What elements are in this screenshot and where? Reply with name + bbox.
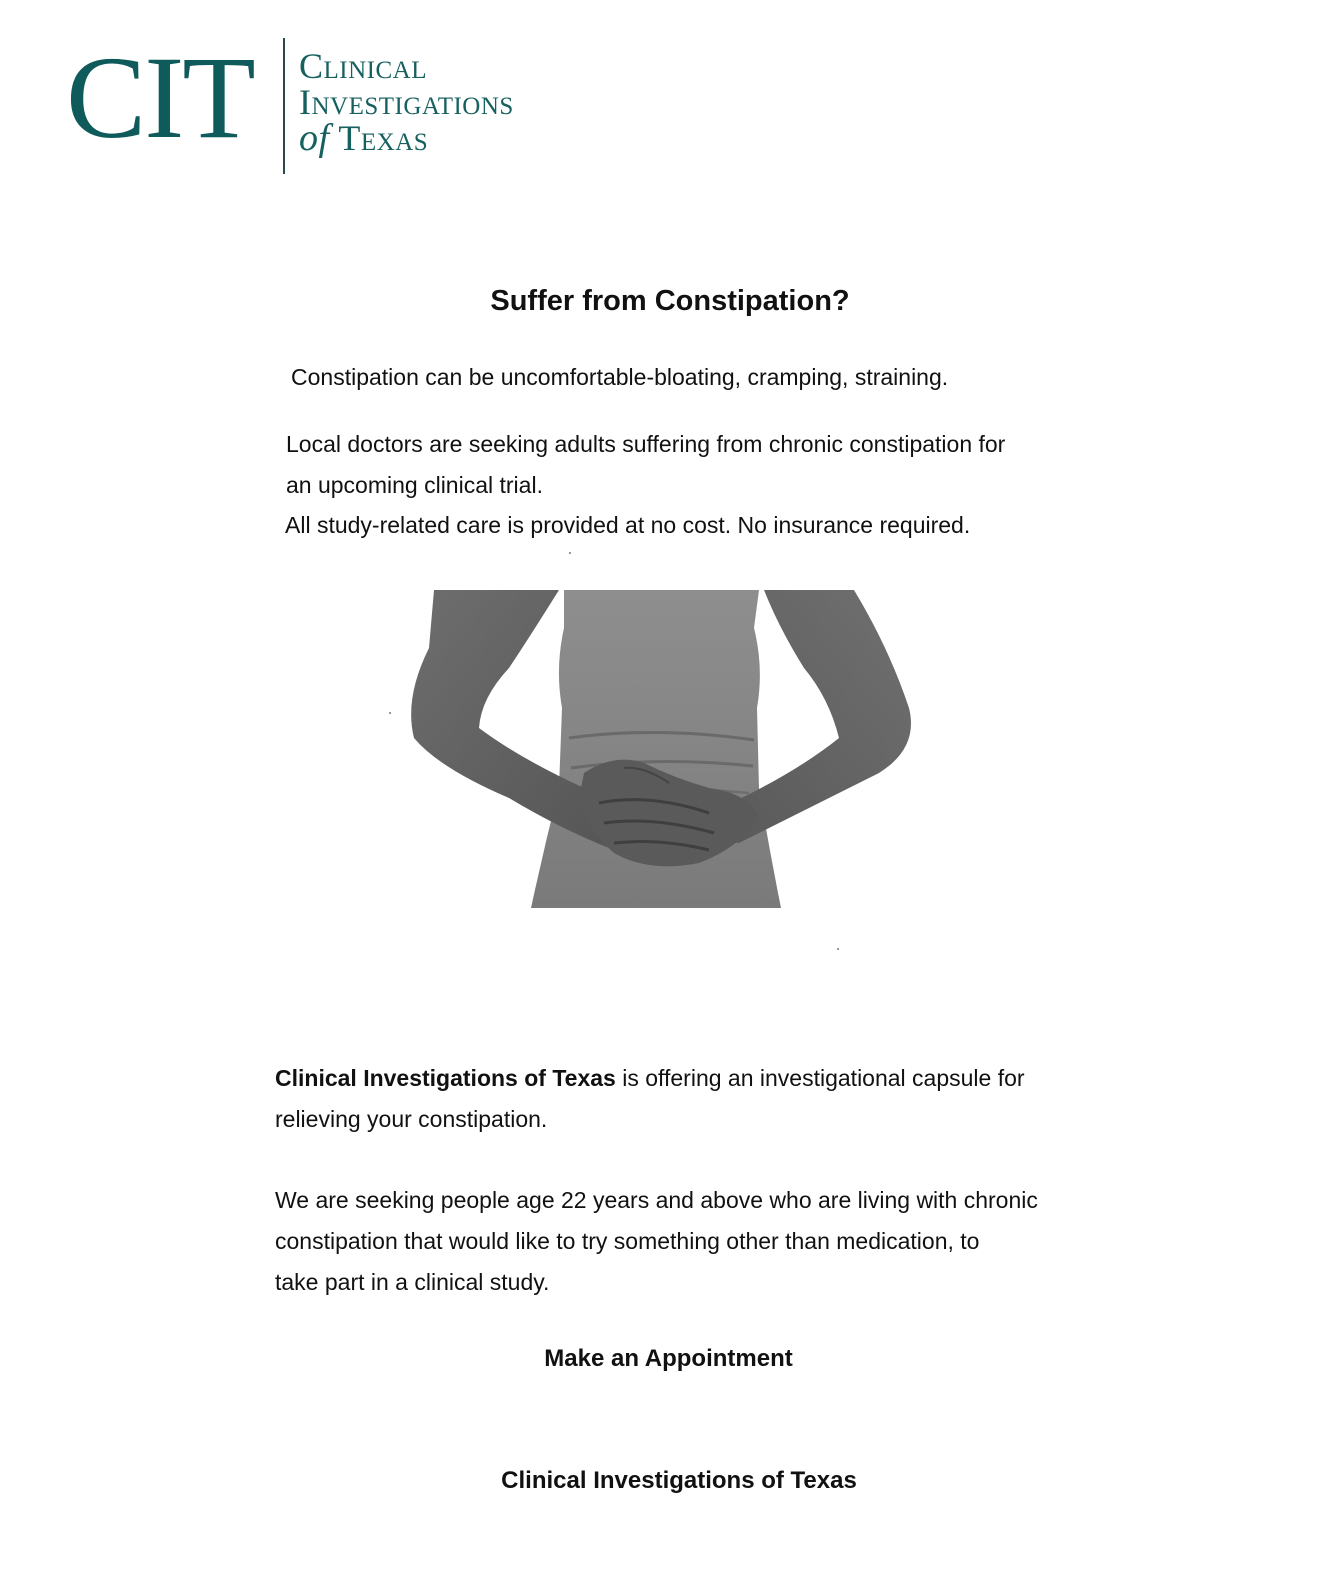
intro-recruitment [286,424,1005,506]
scan-speck [569,552,571,554]
offer-line-2: relieving your constipation. [275,1106,548,1132]
eligibility-line-2: constipation that would like to try something other than medication, to [275,1228,980,1254]
intro-symptoms: Constipation can be uncomfortable-bloating, cramping, straining. [291,364,949,390]
eligibility-line-1: We are seeking people age 22 years and above who are living with chronic [275,1187,1038,1213]
logo-of: of [299,117,330,159]
logo-line-investigations: Investigations [299,82,514,122]
logo-line-clinical: Clinical [299,46,427,86]
eligibility-line-3: take part in a clinical study. [275,1269,550,1295]
logo-texas: Texas [338,118,429,158]
scan-speck [837,948,839,950]
offer-text: is offering an investigational capsule for [615,1065,1025,1091]
org-name-bold: Clinical Investigations of Texas [275,1065,616,1091]
offer-paragraph [275,1058,1025,1140]
logo-divider [283,38,285,174]
offer-line-1 [275,1058,1025,1099]
logo-wordmark [299,46,514,159]
stomach-pain-photo [409,588,917,910]
logo-line-of-texas [299,117,514,159]
intro-recruitment-line-1: Local doctors are seeking adults suffering from chronic constipation for [286,431,1006,457]
make-appointment-link[interactable]: Make an Appointment [544,1345,793,1372]
intro-cost: All study-related care is provided at no cost. No insurance required. [285,512,971,538]
page-title: Suffer from Constipation? [490,285,850,317]
intro-recruitment-line-2: an upcoming clinical trial. [286,472,543,498]
scan-speck [389,712,391,714]
footer-org-name: Clinical Investigations of Texas [501,1467,857,1494]
logo-mark: CIT [66,32,254,163]
eligibility-paragraph [275,1180,1038,1303]
